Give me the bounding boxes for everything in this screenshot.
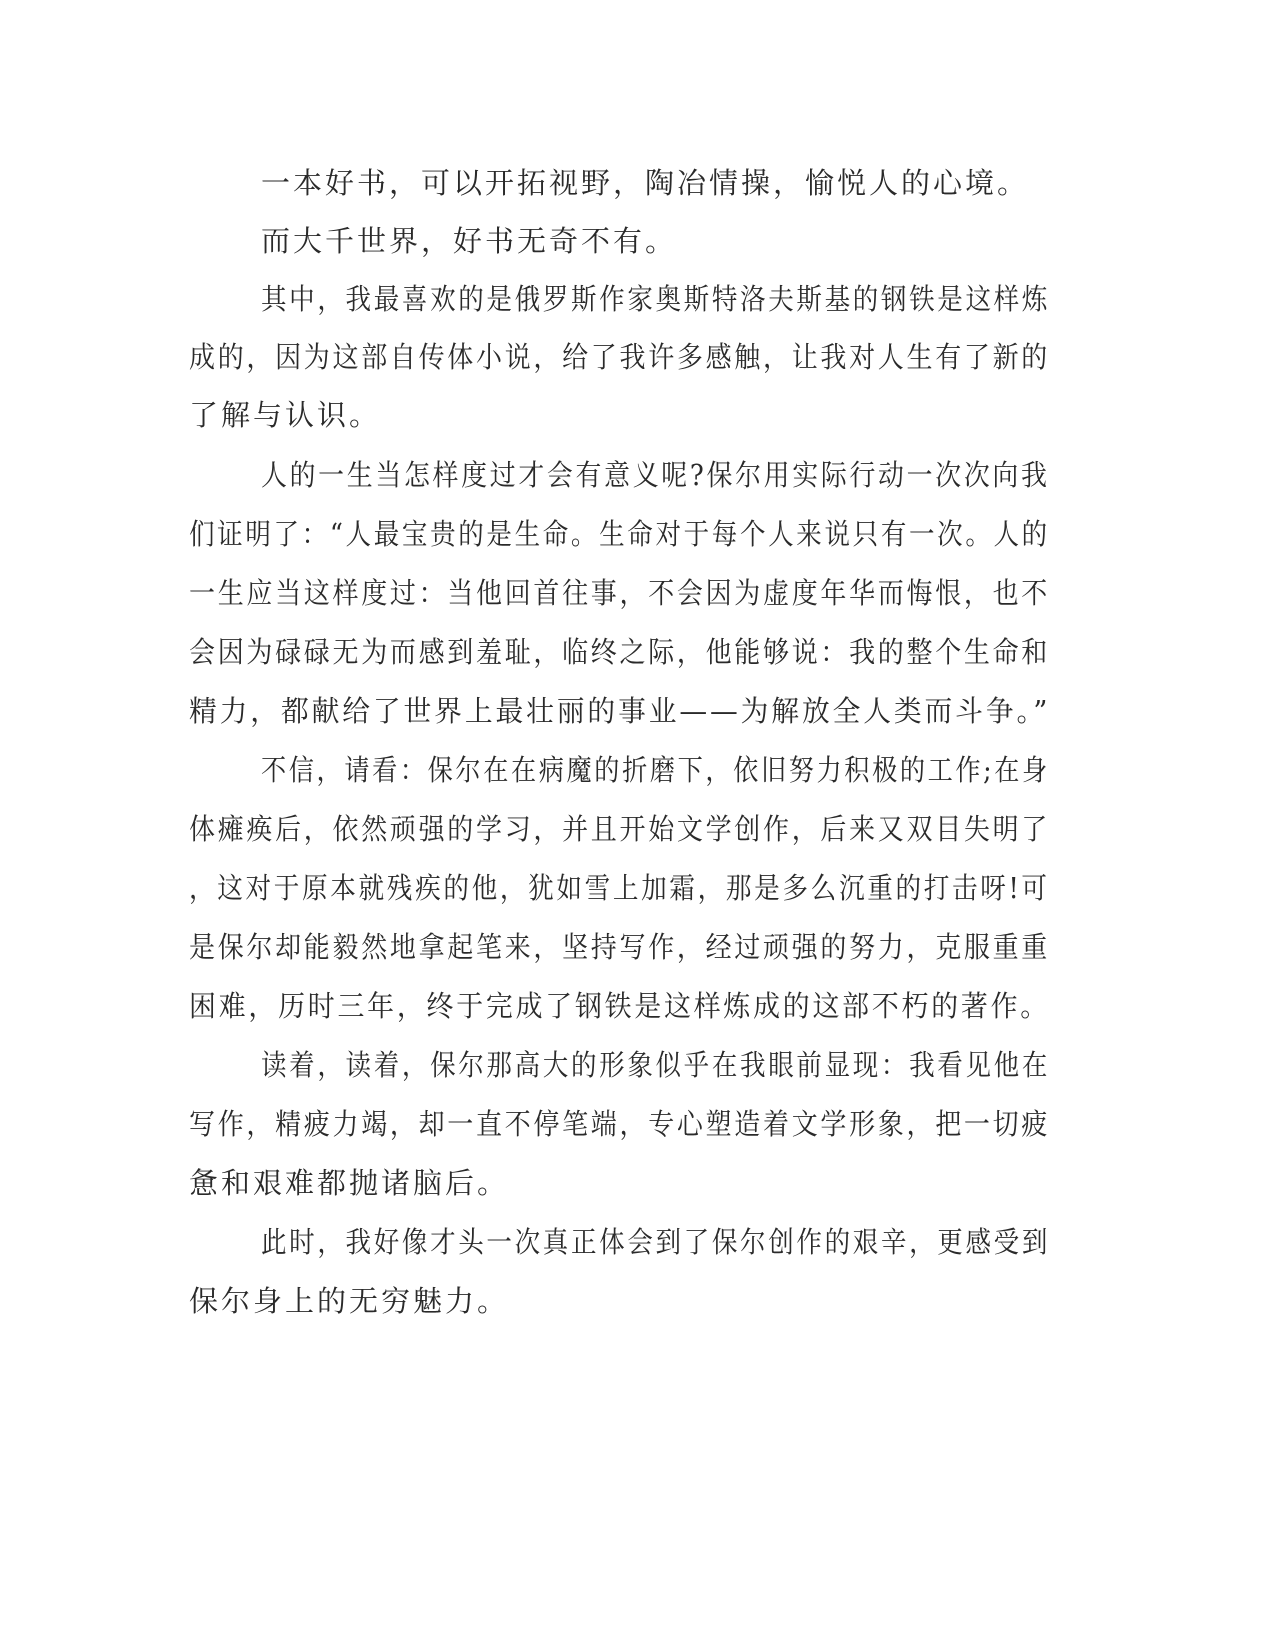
paragraph-5-line-1: 不信，请看：保尔在在病魔的折磨下，依旧努力积极的工作;在身 — [261, 753, 1050, 787]
paragraph-3-line-2: 成的，因为这部自传体小说，给了我许多感触，让我对人生有了新的 — [189, 340, 1051, 374]
paragraph-4-line-1: 人的一生当怎样度过才会有意义呢?保尔用实际行动一次次向我 — [261, 458, 1050, 492]
paragraph-4-line-5: 精力，都献给了世界上最壮丽的事业——为解放全人类而斗争。” — [189, 694, 1051, 728]
paragraph-4-line-3: 一生应当这样度过：当他回首往事，不会因为虚度年华而悔恨，也不 — [189, 576, 1051, 610]
paragraph-5-line-2: 体瘫痪后，依然顽强的学习，并且开始文学创作，后来又双目失明了 — [189, 812, 1051, 846]
paragraph-3-line-1: 其中，我最喜欢的是俄罗斯作家奥斯特洛夫斯基的钢铁是这样炼 — [261, 282, 1051, 316]
paragraph-5-line-3: ，这对于原本就残疾的他，犹如雪上加霜，那是多么沉重的打击呀!可 — [189, 871, 1050, 905]
paragraph-7-line-2: 保尔身上的无穷魅力。 — [189, 1284, 510, 1318]
paragraph-4-line-4: 会因为碌碌无为而感到羞耻，临终之际，他能够说：我的整个生命和 — [189, 635, 1051, 669]
paragraph-7-line-1: 此时，我好像才头一次真正体会到了保尔创作的艰辛，更感受到 — [261, 1225, 1051, 1259]
paragraph-2-line-1: 而大千世界，好书无奇不有。 — [261, 224, 678, 258]
paragraph-5-line-4: 是保尔却能毅然地拿起笔来，坚持写作，经过顽强的努力，克服重重 — [189, 930, 1051, 964]
paragraph-3-line-3: 了解与认识。 — [189, 398, 382, 432]
paragraph-6-line-3: 惫和艰难都抛诸脑后。 — [189, 1166, 510, 1200]
paragraph-6-line-2: 写作，精疲力竭，却一直不停笔端，专心塑造着文学形象，把一切疲 — [189, 1107, 1051, 1141]
paragraph-4-line-2: 们证明了：“人最宝贵的是生命。生命对于每个人来说只有一次。人的 — [189, 517, 1050, 551]
paragraph-1-line-1: 一本好书，可以开拓视野，陶冶情操，愉悦人的心境。 — [261, 166, 1030, 200]
paragraph-5-line-5: 困难，历时三年，终于完成了钢铁是这样炼成的这部不朽的著作。 — [189, 989, 1051, 1023]
paragraph-6-line-1: 读着，读着，保尔那高大的形象似乎在我眼前显现：我看见他在 — [261, 1048, 1051, 1082]
